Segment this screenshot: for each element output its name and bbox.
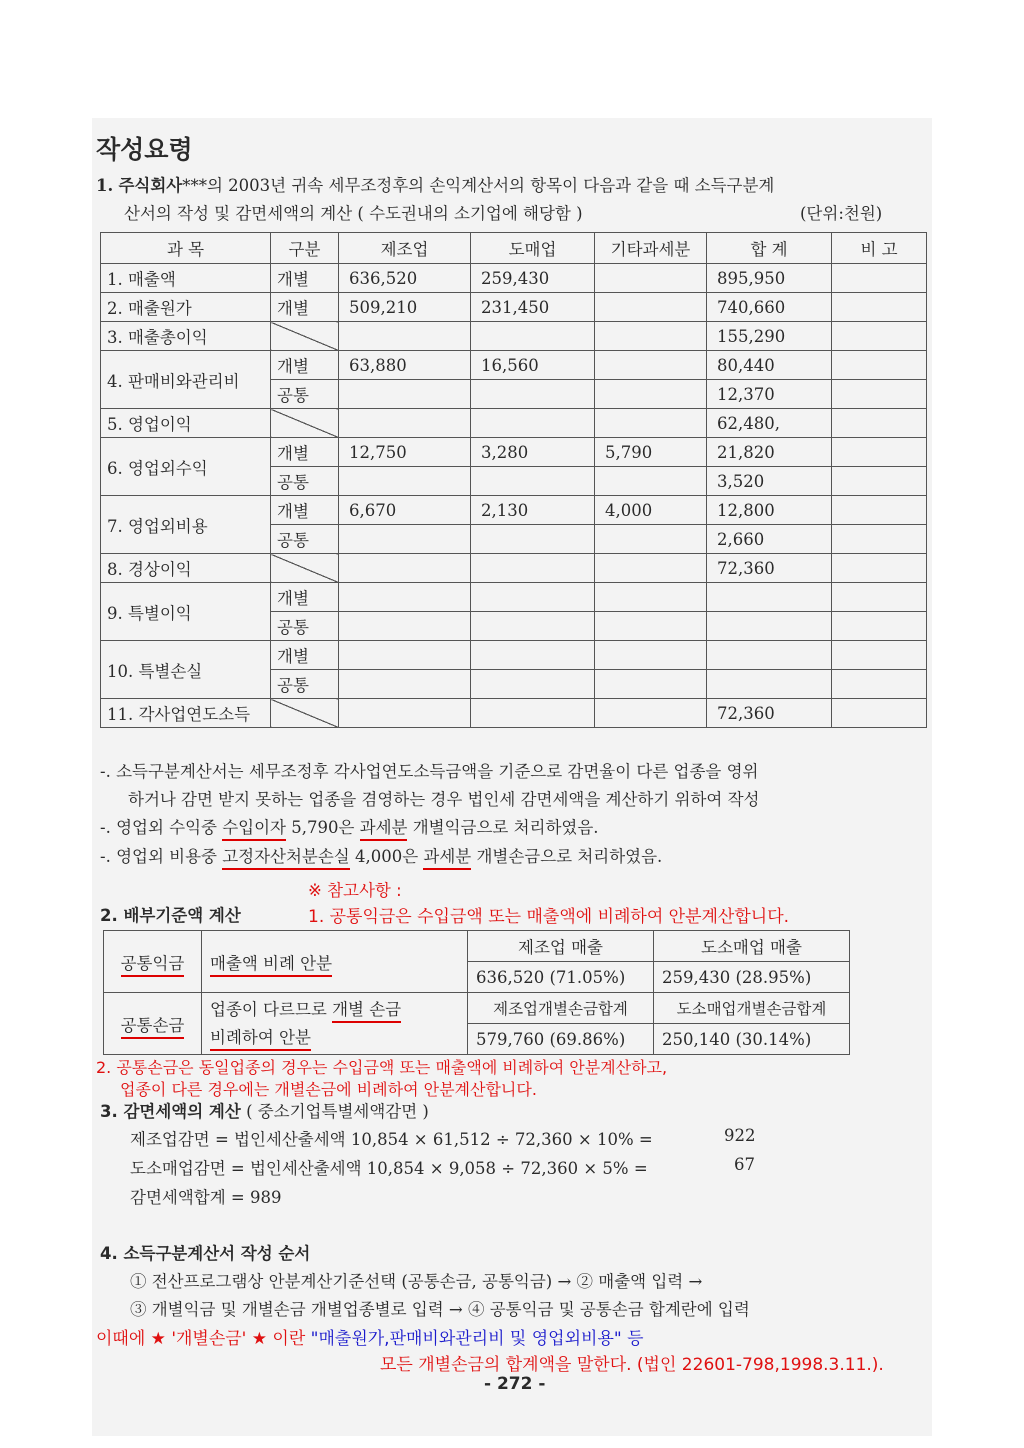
row-label: 5. 영업이익 <box>101 409 271 438</box>
common-income-basis <box>202 931 468 993</box>
row-label: 4. 판매비와관리비 <box>101 351 271 409</box>
cell-other <box>595 264 707 293</box>
header-mfg-sales: 제조업 매출 <box>468 931 654 962</box>
header-remarks: 비 고 <box>832 233 927 264</box>
note-3 <box>100 843 662 867</box>
unit-label: (단위:천원) <box>800 204 883 223</box>
cell-remarks <box>832 467 927 496</box>
cell-total: 155,290 <box>707 322 832 351</box>
intro-line-2: 산서의 작성 및 감면세액의 계산 ( 수도권내의 소기업에 해당함 ) <box>124 204 583 223</box>
cell-total: 72,360 <box>707 699 832 728</box>
order-line-1: ① 전산프로그램상 안분계산기준선택 (공통손금, 공통익금) → ② 매출액 입력 → <box>130 1272 703 1291</box>
income-statement-table <box>100 232 927 728</box>
cell-wholesale: 3,280 <box>471 438 595 467</box>
common-income-text: 공통익금 <box>121 954 185 977</box>
diagonal-cell <box>271 409 339 438</box>
row-label: 7. 영업외비용 <box>101 496 271 554</box>
table-row <box>101 409 927 438</box>
row-type: 공통 <box>271 670 339 699</box>
value-mfg-sales: 636,520 (71.05%) <box>468 962 654 993</box>
note-3-text: 개별손금으로 처리하였음. <box>471 847 663 866</box>
section-3-title: 3. 감면세액의 계산 <box>100 1102 241 1121</box>
cell-remarks <box>832 496 927 525</box>
cell-remarks <box>832 409 927 438</box>
cell-manufacturing: 636,520 <box>339 264 471 293</box>
cell-manufacturing <box>339 699 471 728</box>
order-line-3-blue: "매출원가,판매비와관리비 및 영업외비용" 등 <box>310 1329 644 1349</box>
note-1b: 하거나 감면 받지 못하는 업종을 겸영하는 경우 법인세 감면세액을 계산하기 위하여 작성 <box>128 790 760 809</box>
cell-remarks <box>832 699 927 728</box>
row-type: 개별 <box>271 293 339 322</box>
cell-total: 895,950 <box>707 264 832 293</box>
row-label: 8. 경상이익 <box>101 554 271 583</box>
cell-manufacturing <box>339 525 471 554</box>
table-row <box>104 993 850 1024</box>
note-3-text: -. 영업외 비용중 <box>100 847 223 866</box>
cell-wholesale <box>471 641 595 670</box>
cell-other: 4,000 <box>595 496 707 525</box>
diagonal-cell <box>271 322 339 351</box>
note-2-text: -. 영업외 수익중 <box>100 818 223 837</box>
common-income-basis-text: 매출액 비례 안분 <box>210 954 332 977</box>
cell-other <box>595 409 707 438</box>
cell-wholesale: 2,130 <box>471 496 595 525</box>
note-1a: -. 소득구분계산서는 세무조정후 각사업연도소득금액을 기준으로 감면율이 다른 업종을 영위 <box>100 762 759 781</box>
order-line-3 <box>96 1324 644 1349</box>
header-total: 합 계 <box>707 233 832 264</box>
cell-remarks <box>832 525 927 554</box>
cell-other <box>595 525 707 554</box>
table-row <box>101 322 927 351</box>
header-mfg-expense: 제조업개별손금합계 <box>468 993 654 1024</box>
cell-other <box>595 612 707 641</box>
row-label: 11. 각사업연도소득 <box>101 699 271 728</box>
header-wholesale-sales: 도소매업 매출 <box>654 931 850 962</box>
cell-remarks <box>832 583 927 612</box>
cell-manufacturing <box>339 380 471 409</box>
cell-total: 740,660 <box>707 293 832 322</box>
table-row <box>101 554 927 583</box>
expense-basis-text-2: 비례하여 안분 <box>210 1028 311 1051</box>
cell-remarks <box>832 264 927 293</box>
header-type: 구분 <box>271 233 339 264</box>
cell-other <box>595 554 707 583</box>
table-row <box>101 351 927 380</box>
common-expense-basis <box>202 993 468 1055</box>
cell-total: 72,360 <box>707 554 832 583</box>
table-row <box>101 264 927 293</box>
row-type: 공통 <box>271 467 339 496</box>
row-label: 2. 매출원가 <box>101 293 271 322</box>
common-income-label <box>104 931 202 993</box>
note-3-underlined-taxable: 과세분 <box>423 847 471 870</box>
cell-wholesale <box>471 525 595 554</box>
cell-manufacturing <box>339 322 471 351</box>
cell-other <box>595 351 707 380</box>
cell-wholesale: 16,560 <box>471 351 595 380</box>
header-other-taxable: 기타과세분 <box>595 233 707 264</box>
intro-company: 주식회사 <box>118 176 183 195</box>
table-row <box>101 438 927 467</box>
header-account: 과 목 <box>101 233 271 264</box>
cell-manufacturing <box>339 670 471 699</box>
reference-line-2a: 2. 공통손금은 동일업종의 경우는 수입금액 또는 매출액에 비례하여 안분계산하고, <box>96 1058 668 1077</box>
note-2-text: 5,790은 <box>285 818 360 837</box>
cell-manufacturing <box>339 641 471 670</box>
reference-heading: ※ 참고사항 : <box>308 881 402 900</box>
header-wholesale-expense: 도소매업개별손금합계 <box>654 993 850 1024</box>
note-2-underlined-taxable: 과세분 <box>360 818 408 841</box>
cell-manufacturing <box>339 612 471 641</box>
order-line-3-red: 이때에 ★ '개별손금' ★ 이란 <box>96 1329 311 1349</box>
cell-wholesale <box>471 670 595 699</box>
note-2 <box>100 814 599 838</box>
cell-other: 5,790 <box>595 438 707 467</box>
expense-basis-text: 업종이 다르므로 <box>210 999 333 1019</box>
note-2-underlined-interest: 수입이자 <box>222 818 286 841</box>
cell-total: 80,440 <box>707 351 832 380</box>
row-type: 개별 <box>271 438 339 467</box>
table-row <box>104 931 850 962</box>
cell-wholesale <box>471 699 595 728</box>
value-wholesale-expense: 250,140 (30.14%) <box>654 1024 850 1055</box>
row-type: 개별 <box>271 351 339 380</box>
cell-manufacturing <box>339 467 471 496</box>
cell-remarks <box>832 322 927 351</box>
cell-other <box>595 641 707 670</box>
cell-wholesale: 231,450 <box>471 293 595 322</box>
page-number: - 272 - <box>484 1374 546 1394</box>
intro-line1-text: ***의 2003년 귀속 세무조정후의 손익계산서의 항목이 다음과 같을 때 소득구분계 <box>182 176 775 195</box>
cell-total <box>707 612 832 641</box>
cell-total: 62,480, <box>707 409 832 438</box>
reference-line-1: 1. 공통익금은 수입금액 또는 매출액에 비례하여 안분계산합니다. <box>308 907 790 927</box>
note-3-underlined-loss: 고정자산처분손실 <box>222 847 350 870</box>
table-row <box>101 699 927 728</box>
table-row <box>101 583 927 612</box>
cell-other <box>595 699 707 728</box>
cell-remarks <box>832 438 927 467</box>
table-row <box>101 293 927 322</box>
cell-total <box>707 670 832 699</box>
allocation-table <box>103 930 850 1055</box>
cell-other <box>595 467 707 496</box>
expense-basis-underlined: 개별 손금 <box>332 1000 401 1023</box>
cell-other <box>595 670 707 699</box>
reference-line-2b: 업종이 다른 경우에는 개별손금에 비례하여 안분계산합니다. <box>120 1080 537 1099</box>
table-row <box>101 496 927 525</box>
cell-manufacturing <box>339 409 471 438</box>
cell-total: 2,660 <box>707 525 832 554</box>
cell-total <box>707 641 832 670</box>
order-line-4: 모든 개별손금의 합계액을 말한다. (법인 22601-798,1998.3.11.). <box>380 1355 884 1375</box>
cell-total: 12,370 <box>707 380 832 409</box>
row-type: 공통 <box>271 380 339 409</box>
calc-line-2: 도소매업감면 = 법인세산출세액 10,854 × 9,058 ÷ 72,360 × 5% = <box>130 1159 648 1178</box>
cell-remarks <box>832 554 927 583</box>
cell-manufacturing <box>339 583 471 612</box>
cell-manufacturing: 63,880 <box>339 351 471 380</box>
cell-remarks <box>832 641 927 670</box>
cell-other <box>595 293 707 322</box>
cell-total: 21,820 <box>707 438 832 467</box>
table-row <box>101 641 927 670</box>
calc-line-2-value: 67 <box>734 1155 755 1174</box>
header-wholesale: 도매업 <box>471 233 595 264</box>
cell-manufacturing: 509,210 <box>339 293 471 322</box>
cell-total <box>707 583 832 612</box>
cell-other <box>595 583 707 612</box>
section-2-heading: 2. 배부기준액 계산 <box>100 906 241 925</box>
note-3-text: 4,000은 <box>349 847 424 866</box>
cell-remarks <box>832 351 927 380</box>
header-manufacturing: 제조업 <box>339 233 471 264</box>
cell-remarks <box>832 380 927 409</box>
cell-wholesale <box>471 322 595 351</box>
cell-remarks <box>832 670 927 699</box>
calc-total: 감면세액합계 = 989 <box>130 1188 282 1207</box>
row-type: 공통 <box>271 525 339 554</box>
cell-remarks <box>832 612 927 641</box>
row-type: 공통 <box>271 612 339 641</box>
section-3-note: ( 중소기업특별세액감면 ) <box>246 1102 429 1121</box>
cell-total: 12,800 <box>707 496 832 525</box>
common-expense-text: 공통손금 <box>121 1016 185 1039</box>
diagonal-cell <box>271 554 339 583</box>
cell-wholesale: 259,430 <box>471 264 595 293</box>
cell-wholesale <box>471 554 595 583</box>
cell-manufacturing <box>339 554 471 583</box>
row-label: 9. 특별이익 <box>101 583 271 641</box>
cell-wholesale <box>471 612 595 641</box>
cell-other <box>595 380 707 409</box>
row-label: 6. 영업외수익 <box>101 438 271 496</box>
intro-line-1 <box>96 172 774 196</box>
cell-wholesale <box>471 409 595 438</box>
row-type: 개별 <box>271 641 339 670</box>
cell-wholesale <box>471 583 595 612</box>
cell-total: 3,520 <box>707 467 832 496</box>
page-title: 작성요령 <box>96 135 193 164</box>
value-wholesale-sales: 259,430 (28.95%) <box>654 962 850 993</box>
common-expense-label <box>104 993 202 1055</box>
cell-wholesale <box>471 380 595 409</box>
note-2-text: 개별익금으로 처리하였음. <box>407 818 599 837</box>
cell-remarks <box>832 293 927 322</box>
table-header-row <box>101 233 927 264</box>
cell-manufacturing: 6,670 <box>339 496 471 525</box>
row-type: 개별 <box>271 583 339 612</box>
calc-line-1: 제조업감면 = 법인세산출세액 10,854 × 61,512 ÷ 72,360 × 10% = <box>130 1130 653 1149</box>
row-label: 1. 매출액 <box>101 264 271 293</box>
intro-number: 1. <box>96 176 114 195</box>
cell-wholesale <box>471 467 595 496</box>
order-line-2: ③ 개별익금 및 개별손금 개별업종별로 입력 → ④ 공통익금 및 공통손금 합계란에 입력 <box>130 1300 750 1319</box>
cell-manufacturing: 12,750 <box>339 438 471 467</box>
section-4-heading: 4. 소득구분계산서 작성 순서 <box>100 1244 311 1263</box>
row-type: 개별 <box>271 264 339 293</box>
section-3-heading <box>100 1098 429 1122</box>
value-mfg-expense: 579,760 (69.86%) <box>468 1024 654 1055</box>
row-type: 개별 <box>271 496 339 525</box>
calc-line-1-value: 922 <box>724 1126 756 1145</box>
diagonal-cell <box>271 699 339 728</box>
row-label: 10. 특별손실 <box>101 641 271 699</box>
row-label: 3. 매출총이익 <box>101 322 271 351</box>
cell-other <box>595 322 707 351</box>
